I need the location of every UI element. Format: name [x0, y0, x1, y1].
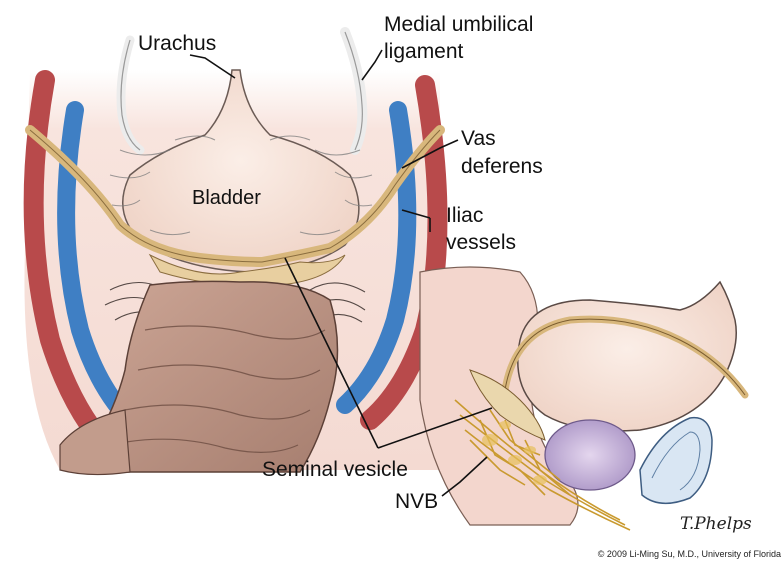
label-iliac-line2: vessels	[446, 231, 517, 254]
label-iliac-line1: Iliac	[446, 204, 484, 227]
label-nvb: NVB	[395, 490, 439, 513]
rectal-balloon	[640, 418, 712, 504]
label-medial-umbilical-line1: Medial umbilical	[384, 13, 534, 36]
label-seminal-vesicle: Seminal vesicle	[262, 458, 408, 481]
label-medial-umbilical-line2: ligament	[384, 40, 464, 63]
label-vas-line1: Vas	[461, 127, 496, 150]
label-vas-line2: deferens	[461, 155, 543, 178]
label-bladder: Bladder	[192, 187, 261, 209]
label-urachus: Urachus	[138, 32, 217, 55]
copyright-notice: © 2009 Li-Ming Su, M.D., University of Florida	[597, 549, 781, 559]
artist-signature: T.Phelps	[680, 514, 752, 534]
